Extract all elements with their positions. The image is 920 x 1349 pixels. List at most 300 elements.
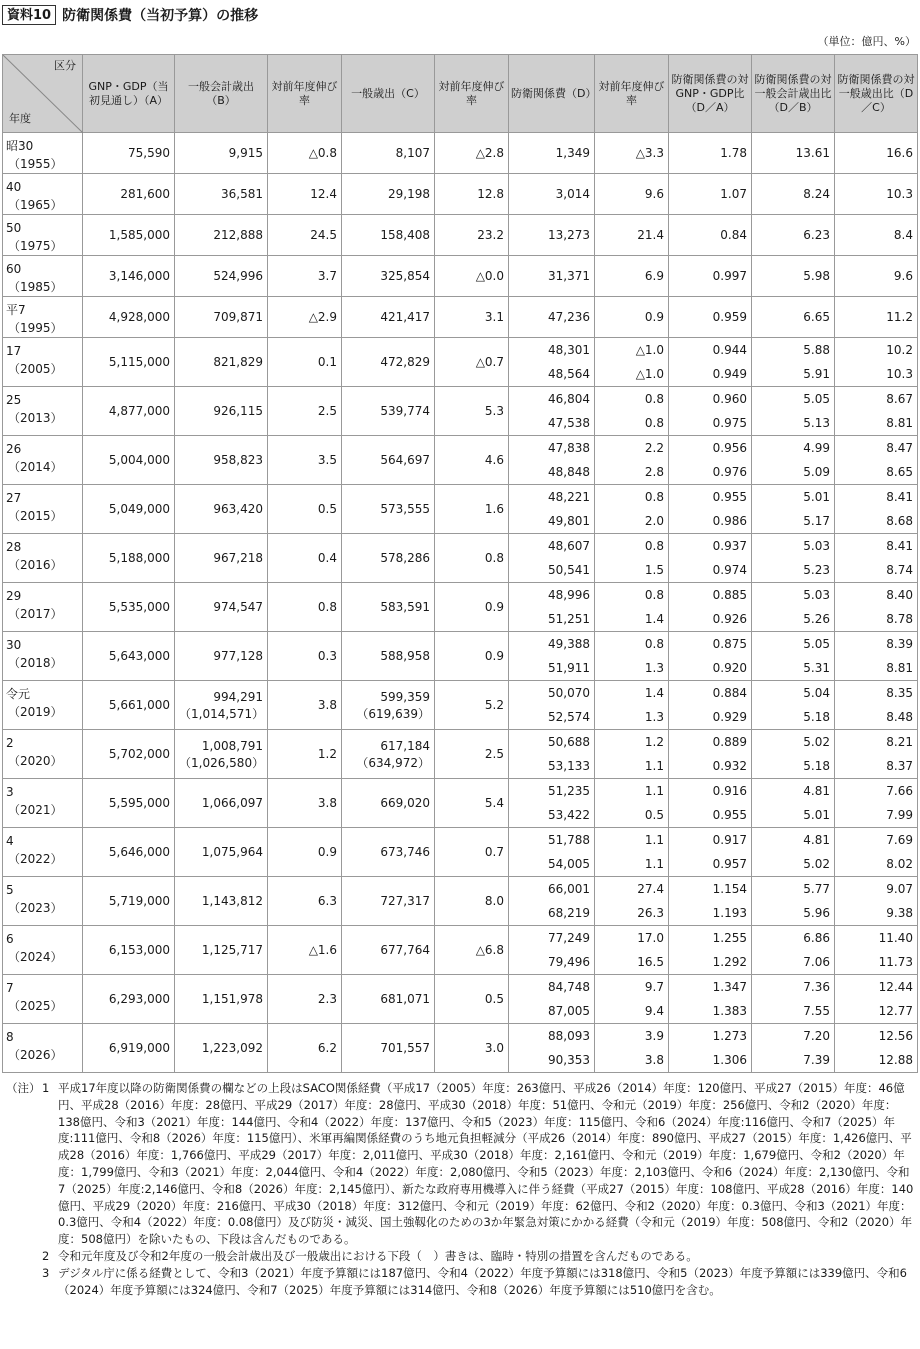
general-account-cell-value: 974,547 — [213, 600, 263, 614]
defense-budget-cell — [509, 828, 595, 877]
ratio-general-account-cell — [752, 436, 835, 485]
defense-growth-cell-value: 2.2 — [644, 441, 664, 455]
year-cell — [3, 174, 83, 215]
ratio-general-account-cell — [752, 297, 835, 338]
defense-budget-cell — [509, 632, 595, 681]
defense-growth-cell-value: 1.1 — [644, 759, 664, 773]
general-account-growth-cell-value: 0.9 — [317, 845, 337, 859]
gnp-gdp-cell — [83, 632, 175, 681]
year-label: （2023） — [8, 901, 63, 915]
general-expenditure-cell — [342, 828, 435, 877]
defense-growth-cell — [595, 779, 669, 828]
general-expenditure-growth-cell — [435, 387, 509, 436]
year-label: （2022） — [8, 852, 63, 866]
table-body — [3, 133, 918, 1073]
ratio-gnp-cell-value: 0.932 — [712, 759, 747, 773]
year-label: （2018） — [8, 656, 63, 670]
year-cell — [3, 436, 83, 485]
gnp-gdp-cell — [83, 534, 175, 583]
ratio-general-expenditure-cell-value: 11.40 — [878, 931, 913, 945]
ratio-general-account-cell-value: 5.02 — [803, 735, 830, 749]
general-account-growth-cell-value: 3.8 — [317, 698, 337, 712]
year-cell — [3, 975, 83, 1024]
defense-growth-cell — [595, 1024, 669, 1073]
gnp-gdp-cell — [83, 681, 175, 730]
general-expenditure-growth-cell — [435, 975, 509, 1024]
general-expenditure-growth-cell-value: 0.9 — [484, 600, 504, 614]
defense-budget-cell — [509, 485, 595, 534]
defense-budget-cell-value: 13,273 — [548, 228, 590, 242]
ratio-general-account-cell — [752, 632, 835, 681]
general-expenditure-growth-cell-value: 5.3 — [484, 404, 504, 418]
year-label: （1965） — [8, 198, 63, 212]
era-label: 60 — [6, 262, 22, 276]
ratio-gnp-cell — [669, 779, 752, 828]
general-account-cell-value: 709,871 — [213, 310, 263, 324]
defense-budget-cell-value: 47,838 — [548, 441, 590, 455]
general-account-cell-value: 1,143,812 — [201, 894, 263, 908]
general-expenditure-growth-cell — [435, 485, 509, 534]
year-label: （2013） — [8, 411, 63, 425]
ratio-gnp-cell-value: 0.949 — [712, 367, 747, 381]
year-cell — [3, 387, 83, 436]
general-account-growth-cell — [268, 681, 342, 730]
general-expenditure-growth-cell-value: 0.7 — [484, 845, 504, 859]
era-label: 昭30 — [6, 139, 34, 153]
general-expenditure-growth-cell-value: 0.8 — [484, 551, 504, 565]
ratio-general-expenditure-cell-value: 8.37 — [886, 759, 913, 773]
general-expenditure-growth-cell-value: 3.0 — [484, 1041, 504, 1055]
year-cell — [3, 632, 83, 681]
ratio-gnp-cell-value: 0.974 — [712, 563, 747, 577]
ratio-gnp-cell-value: 1.154 — [712, 882, 747, 896]
ratio-general-expenditure-cell-value: 8.21 — [886, 735, 913, 749]
defense-budget-cell-value: 50,070 — [548, 686, 590, 700]
general-expenditure-growth-cell-value: 5.4 — [484, 796, 504, 810]
defense-budget-cell-value: 1,349 — [555, 146, 590, 160]
general-expenditure-cell-value: 681,071 — [380, 992, 430, 1006]
ratio-general-expenditure-cell — [835, 174, 918, 215]
general-expenditure-growth-cell — [435, 133, 509, 174]
year-cell — [3, 485, 83, 534]
general-expenditure-cell-value: 421,417 — [380, 310, 430, 324]
general-expenditure-cell — [342, 436, 435, 485]
general-expenditure-cell-value: 673,746 — [380, 845, 430, 859]
note-text: 平成17年度以降の防衛関係費の欄などの上段はSACO関係経費（平成17（2005）年度：263億円、平成26（2014）年度：120億円、平成27（2015）年度：46億円、平成28（2016）年度：28億円、平成29（2017）年度：28億円、平成30（2018）年度：51億円、令和元（2019）年度：256億円、令和2（2020）年度：138億円、令和3（2021）年度：144億円、令和4（2022）年度：137億円、令和5（2023）年度：115億円、令和6（2024）年度:116億円、令和7（2025）年度:111億円、令和8（2026）年度：115億円）、米軍再編関係経費のうち地元負担軽減分（平成26（2014）年度：890億円、平成27（2015）年度：1,426億円、平成28（2016）年度：1,766億円、平成29（2017）年度：2,011億円、平成30（2018）年度：2,161億円、令和元（2019）年度：1,679億円、令和2（2020）年度：1,799億円、令和3（2021）年度：2,044億円、令和4（2022）年度：2,080億円、令和5（2023）年度：2,103億円、令和6（2024）年度：2,130億円、令和7（2025）年度:2,146億円、令和8（2026）年度：2,145億円）、新たな政府専用機導入に伴う経費（平成27（2015）年度：108億円、平成28（2016）年度：140億円、平成29（2020）年度：216億円、平成30（2018）年度：312億円、令和元（2019）年度：62億円、令和2（2020）年度：0.3億円、令和3（2021）年度：0.3億円、令和4（2022）年度：0.08億円）及び防災・減災、国土強靱化のための3か年緊急対策にかかる経費（令和元（2019）年度：508億円、令和2（2020）年度：508億円）を除いたもの、下段は含んだものである。 — [58, 1081, 914, 1247]
general-account-growth-cell-value: 0.5 — [317, 502, 337, 516]
general-expenditure-growth-cell-value: 12.8 — [477, 187, 504, 201]
ratio-gnp-cell-value: 0.955 — [712, 490, 747, 504]
header-defense-budget: 防衛関係費（D） — [509, 55, 595, 133]
general-account-growth-cell — [268, 485, 342, 534]
gnp-gdp-cell-value: 5,595,000 — [108, 796, 170, 810]
defense-growth-cell — [595, 256, 669, 297]
general-expenditure-cell — [342, 133, 435, 174]
general-account-growth-cell-value: 24.5 — [310, 228, 337, 242]
general-account-growth-cell — [268, 338, 342, 387]
general-account-growth-cell — [268, 877, 342, 926]
defense-growth-cell — [595, 681, 669, 730]
ratio-general-account-cell — [752, 485, 835, 534]
year-label: （2016） — [8, 558, 63, 572]
defense-budget-table — [2, 54, 918, 1073]
defense-budget-cell-value: 3,014 — [555, 187, 590, 201]
ratio-general-account-cell-value: 4.81 — [803, 784, 830, 798]
era-label: 40 — [6, 180, 22, 194]
general-account-cell — [175, 975, 268, 1024]
year-cell — [3, 779, 83, 828]
ratio-gnp-cell-value: 0.875 — [712, 637, 747, 651]
ratio-general-expenditure-cell — [835, 926, 918, 975]
ratio-general-expenditure-cell — [835, 338, 918, 387]
gnp-gdp-cell-value: 5,115,000 — [108, 355, 170, 369]
defense-growth-cell-value: 0.8 — [644, 490, 664, 504]
general-account-cell-value: 1,008,791 — [201, 738, 263, 753]
defense-budget-cell — [509, 174, 595, 215]
general-account-cell-value: 1,151,978 — [201, 992, 263, 1006]
defense-budget-cell — [509, 338, 595, 387]
era-label: 25 — [6, 393, 22, 407]
table-row — [3, 828, 918, 877]
general-account-growth-cell — [268, 975, 342, 1024]
gnp-gdp-cell-value: 5,643,000 — [108, 649, 170, 663]
year-label: （2024） — [8, 950, 63, 964]
general-expenditure-cell-value: 677,764 — [380, 943, 430, 957]
general-expenditure-growth-cell — [435, 436, 509, 485]
defense-growth-cell-value: 1.4 — [644, 686, 664, 700]
year-cell — [3, 534, 83, 583]
defense-budget-cell-value: 66,001 — [548, 882, 590, 896]
general-account-cell-value: 967,218 — [213, 551, 263, 565]
general-expenditure-growth-cell — [435, 632, 509, 681]
general-expenditure-cell — [342, 681, 435, 730]
year-label: （1985） — [8, 280, 63, 294]
general-account-cell — [175, 877, 268, 926]
ratio-general-account-cell-value: 6.86 — [803, 931, 830, 945]
general-account-cell-value: 36,581 — [221, 187, 263, 201]
year-label: （1975） — [8, 239, 63, 253]
ratio-general-account-cell — [752, 534, 835, 583]
general-account-cell — [175, 297, 268, 338]
ratio-gnp-cell — [669, 338, 752, 387]
ratio-gnp-cell-value: 0.885 — [712, 588, 747, 602]
defense-budget-cell — [509, 779, 595, 828]
general-expenditure-growth-cell-value: △2.8 — [475, 146, 504, 160]
ratio-general-account-cell-value: 5.31 — [803, 661, 830, 675]
ratio-gnp-cell — [669, 256, 752, 297]
defense-growth-cell-value: 3.8 — [644, 1053, 664, 1067]
general-account-cell — [175, 174, 268, 215]
defense-growth-cell-value: 2.8 — [644, 465, 664, 479]
table-row — [3, 1024, 918, 1073]
general-expenditure-cell — [342, 975, 435, 1024]
era-label: 8 — [6, 1030, 14, 1044]
ratio-general-expenditure-cell-value: 8.81 — [886, 416, 913, 430]
general-expenditure-cell-value: 669,020 — [380, 796, 430, 810]
defense-growth-cell-value: 6.9 — [644, 269, 664, 283]
ratio-gnp-cell — [669, 485, 752, 534]
gnp-gdp-cell-value: 4,877,000 — [108, 404, 170, 418]
defense-budget-cell-value: 77,249 — [548, 931, 590, 945]
defense-budget-cell-value: 51,911 — [548, 661, 590, 675]
defense-growth-cell-value: 0.8 — [644, 588, 664, 602]
ratio-gnp-cell-value: 0.84 — [720, 228, 747, 242]
ratio-gnp-cell-value: 1.193 — [712, 906, 747, 920]
ratio-general-account-cell — [752, 338, 835, 387]
ratio-gnp-cell — [669, 174, 752, 215]
ratio-gnp-cell-value: 1.255 — [712, 931, 747, 945]
defense-growth-cell — [595, 583, 669, 632]
general-account-cell — [175, 828, 268, 877]
general-account-cell-value: 1,066,097 — [201, 796, 263, 810]
year-label: （2017） — [8, 607, 63, 621]
defense-growth-cell-value: 0.8 — [644, 392, 664, 406]
general-account-cell — [175, 436, 268, 485]
ratio-general-expenditure-cell-value: 9.07 — [886, 882, 913, 896]
general-account-cell-value: 994,291 — [213, 689, 263, 704]
general-expenditure-cell-special-value: （634,972） — [356, 755, 430, 770]
general-account-cell — [175, 387, 268, 436]
general-expenditure-growth-cell — [435, 681, 509, 730]
era-label: 平7 — [6, 303, 26, 317]
defense-budget-cell-value: 48,564 — [548, 367, 590, 381]
year-cell — [3, 338, 83, 387]
ratio-general-account-cell-value: 5.09 — [803, 465, 830, 479]
general-account-growth-cell — [268, 297, 342, 338]
ratio-general-expenditure-cell — [835, 730, 918, 779]
ratio-gnp-cell-value: 1.78 — [720, 146, 747, 160]
defense-growth-cell-value: 0.9 — [644, 310, 664, 324]
general-expenditure-growth-cell — [435, 877, 509, 926]
ratio-general-expenditure-cell-value: 8.40 — [886, 588, 913, 602]
ratio-general-expenditure-cell — [835, 975, 918, 1024]
ratio-general-account-cell — [752, 1024, 835, 1073]
gnp-gdp-cell-value: 5,049,000 — [108, 502, 170, 516]
general-account-growth-cell — [268, 926, 342, 975]
ratio-gnp-cell-value: 0.960 — [712, 392, 747, 406]
general-expenditure-cell — [342, 338, 435, 387]
gnp-gdp-cell-value: 5,646,000 — [108, 845, 170, 859]
general-expenditure-growth-cell-value: 5.2 — [484, 698, 504, 712]
general-expenditure-growth-cell-value: 0.5 — [484, 992, 504, 1006]
defense-growth-cell-value: 21.4 — [637, 228, 664, 242]
header-general-account-growth: 対前年度伸び率 — [268, 55, 342, 133]
general-account-growth-cell — [268, 174, 342, 215]
defense-growth-cell — [595, 828, 669, 877]
ratio-gnp-cell-value: 0.889 — [712, 735, 747, 749]
ratio-general-account-cell-value: 5.26 — [803, 612, 830, 626]
table-row — [3, 583, 918, 632]
header-general-expenditure: 一般歳出（C） — [342, 55, 435, 133]
note-text: デジタル庁に係る経費として、令和3（2021）年度予算額には187億円、令和4（2022）年度予算額には318億円、令和5（2023）年度予算額には339億円、令和6（2024）年度予算額には324億円、令和7（2025）年度予算額には314億円、令和8（2026）年度予算額には510億円を含む。 — [58, 1265, 907, 1297]
ratio-general-account-cell-value: 7.39 — [803, 1053, 830, 1067]
gnp-gdp-cell-value: 1,585,000 — [108, 228, 170, 242]
general-account-growth-cell-value: 2.5 — [317, 404, 337, 418]
header-ratio-gnp: 防衛関係費の対GNP・GDP比（D／A） — [669, 55, 752, 133]
year-cell — [3, 215, 83, 256]
gnp-gdp-cell — [83, 338, 175, 387]
ratio-general-expenditure-cell-value: 8.47 — [886, 441, 913, 455]
table-row — [3, 485, 918, 534]
general-account-cell-value: 821,829 — [213, 355, 263, 369]
general-expenditure-growth-cell — [435, 256, 509, 297]
ratio-general-expenditure-cell-value: 12.56 — [878, 1029, 913, 1043]
general-expenditure-cell — [342, 926, 435, 975]
general-expenditure-cell-value: 539,774 — [380, 404, 430, 418]
note-item — [6, 1248, 916, 1265]
table-row — [3, 338, 918, 387]
ratio-general-expenditure-cell-value: 12.77 — [878, 1004, 913, 1018]
defense-budget-cell-value: 50,541 — [548, 563, 590, 577]
note-item — [6, 1265, 916, 1299]
ratio-general-account-cell-value: 5.05 — [803, 392, 830, 406]
general-expenditure-cell-value: 578,286 — [380, 551, 430, 565]
ratio-general-expenditure-cell-value: 12.44 — [878, 980, 913, 994]
ratio-general-account-cell-value: 4.81 — [803, 833, 830, 847]
general-account-growth-cell-value: 1.2 — [317, 747, 337, 761]
general-account-growth-cell — [268, 632, 342, 681]
ratio-gnp-cell — [669, 926, 752, 975]
era-label: 3 — [6, 785, 14, 799]
notes — [6, 1080, 916, 1298]
defense-growth-cell — [595, 877, 669, 926]
general-account-growth-cell-value: 0.4 — [317, 551, 337, 565]
defense-budget-cell — [509, 436, 595, 485]
defense-growth-cell — [595, 534, 669, 583]
general-expenditure-cell-value: 158,408 — [380, 228, 430, 242]
ratio-general-account-cell-value: 5.18 — [803, 710, 830, 724]
general-expenditure-growth-cell-value: △0.0 — [475, 269, 504, 283]
ratio-general-account-cell — [752, 730, 835, 779]
table-row — [3, 256, 918, 297]
ratio-gnp-cell-value: 0.957 — [712, 857, 747, 871]
gnp-gdp-cell-value: 5,719,000 — [108, 894, 170, 908]
header-gnp-gdp: GNP・GDP（当初見通し）（A） — [83, 55, 175, 133]
ratio-general-account-cell — [752, 583, 835, 632]
ratio-general-expenditure-cell — [835, 436, 918, 485]
ratio-general-expenditure-cell-value: 8.68 — [886, 514, 913, 528]
defense-growth-cell-value: 1.1 — [644, 857, 664, 871]
general-account-growth-cell-value: △0.8 — [308, 146, 337, 160]
defense-growth-cell-value: 16.5 — [637, 955, 664, 969]
defense-growth-cell-value: 3.9 — [644, 1029, 664, 1043]
general-account-cell-value: 958,823 — [213, 453, 263, 467]
ratio-general-expenditure-cell-value: 7.66 — [886, 784, 913, 798]
ratio-gnp-cell-value: 0.959 — [712, 310, 747, 324]
general-account-cell-value: 977,128 — [213, 649, 263, 663]
ratio-general-expenditure-cell-value: 8.39 — [886, 637, 913, 651]
defense-budget-cell-value: 48,848 — [548, 465, 590, 479]
ratio-general-expenditure-cell-value: 8.65 — [886, 465, 913, 479]
general-expenditure-cell — [342, 632, 435, 681]
defense-budget-cell-value: 84,748 — [548, 980, 590, 994]
general-expenditure-growth-cell — [435, 779, 509, 828]
ratio-general-account-cell — [752, 215, 835, 256]
ratio-general-account-cell-value: 7.55 — [803, 1004, 830, 1018]
general-account-growth-cell — [268, 583, 342, 632]
general-account-cell-value: 1,125,717 — [201, 943, 263, 957]
general-account-cell — [175, 133, 268, 174]
ratio-general-account-cell-value: 7.20 — [803, 1029, 830, 1043]
general-expenditure-cell — [342, 730, 435, 779]
ratio-general-expenditure-cell — [835, 1024, 918, 1073]
ratio-general-expenditure-cell-value: 9.6 — [893, 269, 913, 283]
general-account-growth-cell — [268, 436, 342, 485]
header-category: 区分 — [54, 59, 76, 72]
ratio-general-account-cell-value: 5.91 — [803, 367, 830, 381]
defense-growth-cell — [595, 926, 669, 975]
ratio-general-account-cell-value: 5.77 — [803, 882, 830, 896]
defense-budget-cell — [509, 534, 595, 583]
defense-growth-cell — [595, 436, 669, 485]
ratio-general-expenditure-cell — [835, 681, 918, 730]
defense-budget-cell-value: 54,005 — [548, 857, 590, 871]
era-label: 17 — [6, 344, 22, 358]
defense-budget-cell-value: 47,538 — [548, 416, 590, 430]
ratio-general-account-cell-value: 8.24 — [803, 187, 830, 201]
ratio-general-account-cell-value: 5.98 — [803, 269, 830, 283]
defense-budget-cell — [509, 215, 595, 256]
ratio-general-expenditure-cell-value: 11.73 — [878, 955, 913, 969]
general-expenditure-cell-value: 588,958 — [380, 649, 430, 663]
general-expenditure-cell-value: 617,184 — [380, 738, 430, 753]
ratio-general-account-cell-value: 7.06 — [803, 955, 830, 969]
general-expenditure-cell-value: 599,359 — [380, 689, 430, 704]
gnp-gdp-cell — [83, 215, 175, 256]
ratio-general-account-cell-value: 5.05 — [803, 637, 830, 651]
general-expenditure-growth-cell — [435, 1024, 509, 1073]
ratio-general-account-cell — [752, 828, 835, 877]
ratio-general-expenditure-cell-value: 9.38 — [886, 906, 913, 920]
general-expenditure-cell-value: 701,557 — [380, 1041, 430, 1055]
defense-growth-cell-value: 9.6 — [644, 187, 664, 201]
defense-budget-cell-value: 48,301 — [548, 343, 590, 357]
ratio-gnp-cell-value: 0.926 — [712, 612, 747, 626]
ratio-general-expenditure-cell-value: 10.2 — [886, 343, 913, 357]
era-label: 50 — [6, 221, 22, 235]
general-expenditure-growth-cell — [435, 338, 509, 387]
ratio-gnp-cell-value: 0.884 — [712, 686, 747, 700]
header-defense-growth: 対前年度伸び率 — [595, 55, 669, 133]
ratio-gnp-cell-value: 0.986 — [712, 514, 747, 528]
gnp-gdp-cell — [83, 1024, 175, 1073]
ratio-general-expenditure-cell — [835, 583, 918, 632]
era-label: 27 — [6, 491, 22, 505]
general-account-growth-cell — [268, 534, 342, 583]
gnp-gdp-cell-value: 5,535,000 — [108, 600, 170, 614]
ratio-general-account-cell — [752, 975, 835, 1024]
ratio-gnp-cell-value: 0.929 — [712, 710, 747, 724]
gnp-gdp-cell — [83, 583, 175, 632]
ratio-general-account-cell-value: 4.99 — [803, 441, 830, 455]
general-account-cell — [175, 632, 268, 681]
general-expenditure-cell — [342, 534, 435, 583]
general-account-growth-cell-value: △2.9 — [308, 310, 337, 324]
ratio-general-expenditure-cell — [835, 877, 918, 926]
era-label: 6 — [6, 932, 14, 946]
ratio-general-expenditure-cell — [835, 485, 918, 534]
general-account-cell-value: 9,915 — [228, 146, 263, 160]
ratio-gnp-cell — [669, 681, 752, 730]
defense-growth-cell-value: 9.4 — [644, 1004, 664, 1018]
gnp-gdp-cell-value: 3,146,000 — [108, 269, 170, 283]
general-expenditure-growth-cell-value: 1.6 — [484, 502, 504, 516]
ratio-general-account-cell — [752, 256, 835, 297]
header-ratio-general-expenditure: 防衛関係費の対一般歳出比（D／C） — [835, 55, 918, 133]
ratio-general-account-cell-value: 7.36 — [803, 980, 830, 994]
general-expenditure-cell — [342, 174, 435, 215]
year-label: （2026） — [8, 1048, 63, 1062]
